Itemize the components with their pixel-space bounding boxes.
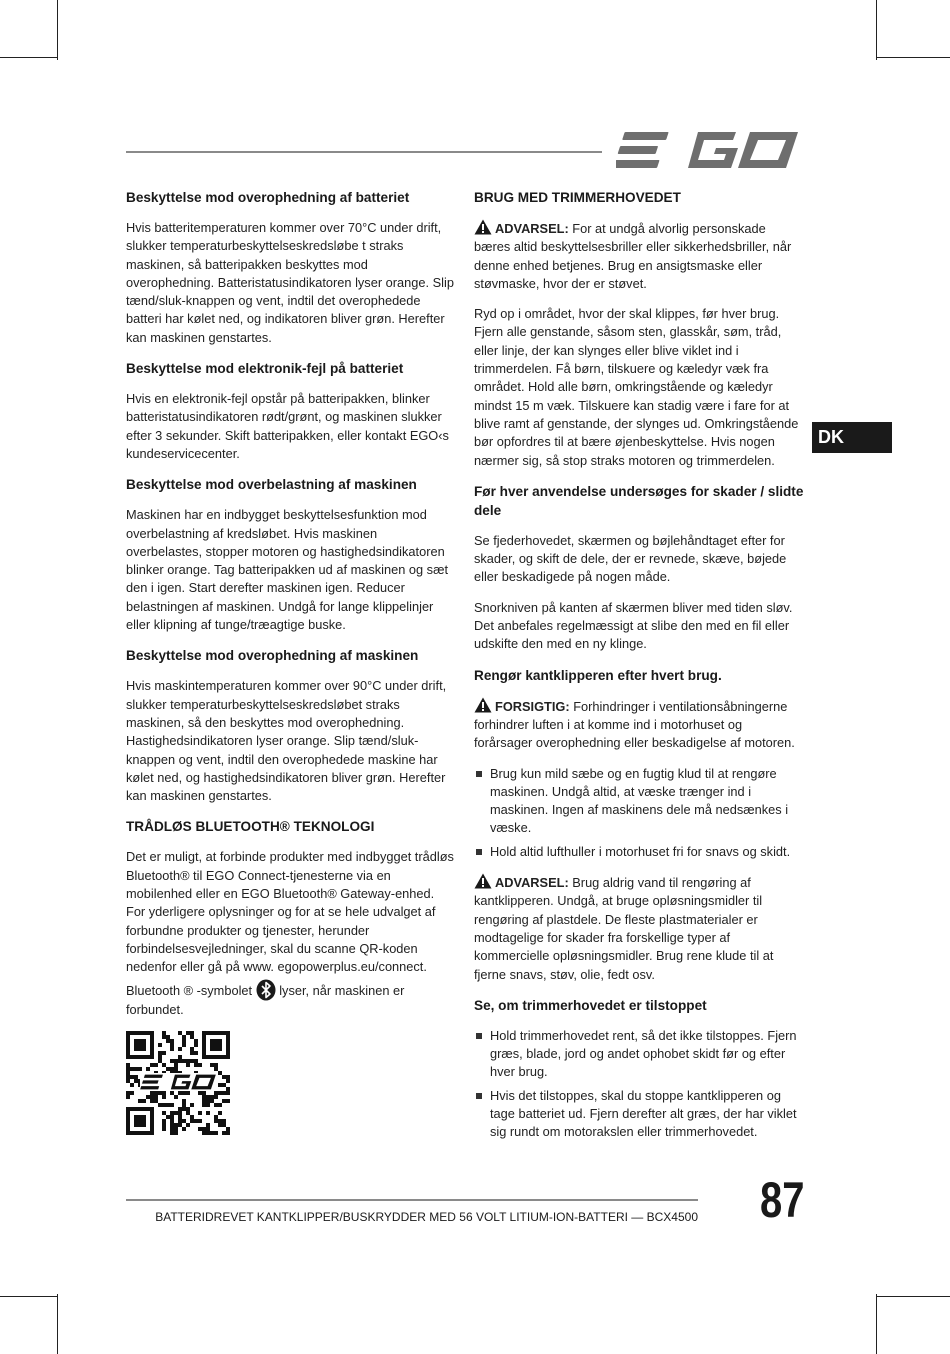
- section-heading: Beskyttelse mod overophedning af batteriet: [126, 190, 410, 205]
- bluetooth-icon: [256, 979, 276, 1001]
- crop-mark: [0, 1296, 57, 1297]
- caution-block: [474, 697, 804, 753]
- bullet-square-icon: [476, 771, 482, 777]
- paragraph: Hvis batteritemperaturen kommer over 70°C under drift, slukker temperaturbeskyttelseskredsløbe t straks maskinen, så batteripakken beskyttes mod overophedning. Batteristatusindikatoren lyser orange. Slip tænd/sluk-knappen og vent, indtil det overophedede batteri har kølet ned, og indikatoren bliver grøn. Herefter kan maskinen genstartes.: [126, 220, 454, 345]
- paragraph: Hvis maskintemperaturen kommer over 90°C under drift, slukker temperaturbeskyttelseskredsløbet straks maskinen, så den beskyttes mod overophedning. Hastighedsindikatoren lyser orange. Slip tænd/sluk-knappen og vent, indtil den overophedede maskine har kølet ned, og hastighedsindikatoren bliver grøn. Herefter kan maskinen genstartes.: [126, 678, 447, 804]
- crop-mark: [876, 57, 950, 58]
- crop-mark: [0, 57, 57, 58]
- qr-code[interactable]: [126, 1031, 230, 1135]
- section-heading: Beskyttelse mod elektronik-fejl på batteriet: [126, 361, 404, 377]
- paragraph: Ryd op i området, hvor der skal klippes, før hver brug. Fjern alle genstande, såsom sten, glasskår, søm, tråd, eller linje, der kan slynges eller blive viklet ind i trimmerdelen. Få børn, tilskuere og kæledyr væk fra området. Hold alle børn, omkringstående og kæledyr mindst 15 m væk. Tilskuere kan stadig være i fare for at blive ramt af genstande, der slynges ud. Omkringstående bør opfordres til at bære øjenbeskyttelse. Hvis nogen nærmer sig, så stop straks motoren og trimmerdelen.: [474, 306, 799, 468]
- crop-mark: [876, 1296, 950, 1297]
- warning-triangle-icon: [474, 873, 492, 889]
- crop-mark: [57, 0, 58, 60]
- bt-note-after: lyser, når maskinen er forbundet.: [126, 982, 405, 1017]
- list-item: [474, 843, 804, 861]
- section-heading: Beskyttelse mod overophedning af maskinen: [126, 648, 419, 664]
- section-heading: BRUG MED TRIMMERHOVEDET: [474, 190, 681, 205]
- paragraph: Snorkniven på kanten af skærmen bliver med tiden sløv. Det anbefales regelmæssigt at slibe den med en fil eller udskifte den med en ny klinge.: [474, 599, 793, 652]
- crop-mark: [876, 1294, 877, 1354]
- qr-ego-logo: [140, 1073, 218, 1091]
- section-heading: TRÅDLØS BLUETOOTH® TEKNOLOGI: [126, 819, 375, 835]
- bullet-list: [474, 765, 804, 861]
- list-item-text: Hold altid lufthuller i motorhuset fri for snavs og skidt.: [490, 843, 791, 859]
- caution-label: FORSIGTIG:: [495, 698, 570, 714]
- bt-note-before: Bluetooth ® -symbolet: [126, 982, 253, 998]
- list-item: [474, 765, 804, 838]
- bullet-square-icon: [476, 849, 482, 855]
- warning-label: ADVARSEL:: [495, 221, 569, 236]
- section-heading: Før hver anvendelse undersøges for skader / slidte dele: [474, 483, 804, 518]
- warning-triangle-icon: [474, 697, 492, 713]
- warning-block: [474, 219, 804, 293]
- list-item: [474, 1027, 804, 1082]
- section-heading: Se, om trimmerhovedet er tilstoppet: [474, 997, 707, 1013]
- footer-rule: [126, 1199, 698, 1201]
- crop-mark: [57, 1294, 58, 1354]
- left-column: [126, 188, 456, 1135]
- caution-text: Forhindringer i ventilationsåbningerne forhindrer luften i at komme ind i motorhuset og forårsager overophedning eller beskadigelse af motoren.: [474, 698, 795, 751]
- paragraph: Det er muligt, at forbinde produkter med indbygget trådløs Bluetooth® til EGO Connect-tjenesterne via en mobilenhed eller en EGO Bluetooth® Gateway-enhed. For yderligere oplysninger og for at se hele udvalget af forbundne produkter og tjenester, herunder forbindelsesvejledninger, skal du scanne QR-koden nedenfor eller gå på www. egopowerplus.eu/connect.: [126, 849, 454, 975]
- paragraph: Se fjederhovedet, skærmen og bøjlehåndtaget efter for skader, og skift de dele, der er revnede, skæve, bøjede eller beskadigede på nogen måde.: [474, 532, 787, 585]
- warning-label: ADVARSEL:: [495, 875, 569, 891]
- bullet-square-icon: [476, 1093, 482, 1099]
- language-tab: DK: [812, 422, 892, 453]
- section-heading: Rengør kantklipperen efter hvert brug.: [474, 667, 722, 683]
- warning-block: [474, 873, 804, 984]
- list-item-text: Hvis det tilstoppes, skal du stoppe kantklipperen og tage batteriet ud. Fjern derefter alt græs, der har viklet sig rundt om motorakslen eller trimmerhovedet.: [490, 1087, 797, 1140]
- bullet-list: [474, 1027, 804, 1142]
- list-item: [474, 1087, 804, 1142]
- warning-text: Brug aldrig vand til rengøring af kantklipperen. Undgå, at bruge opløsningsmidler til rengøring af plastdele. De fleste plastmaterialer er modtagelige for skader fra forskellige typer af kommercielle opløsningsmidler. Brug rene klude til at fjerne snavs, støv, olie, fedt osv.: [474, 875, 774, 982]
- ego-logo: [616, 128, 800, 172]
- header-rule: [126, 151, 602, 153]
- right-column: [474, 188, 804, 1154]
- section-heading: Beskyttelse mod overbelastning af maskinen: [126, 477, 417, 493]
- paragraph: Hvis en elektronik-fejl opstår på batteripakken, blinker batteristatusindikatoren rødt/grønt, og maskinen slukker efter 3 sekunder. Skift batteripakken, eller kontakt EGO‹s kundeservicecenter.: [126, 391, 449, 461]
- page-number: 87: [760, 1172, 805, 1228]
- bullet-square-icon: [476, 1033, 482, 1039]
- footer-title: BATTERIDREVET KANTKLIPPER/BUSKRYDDER MED 56 VOLT LITIUM-ION-BATTERI — BCX4500: [155, 1210, 698, 1224]
- warning-triangle-icon: [474, 219, 492, 235]
- list-item-text: Hold trimmerhovedet rent, så det ikke tilstoppes. Fjern græs, blade, jord og andet ophobet skidt før og efter hver brug.: [490, 1027, 797, 1080]
- crop-mark: [876, 0, 877, 60]
- warning-text: For at undgå alvorlig personskade bæres altid beskyttelsesbriller eller sikkerhedsbriller, når denne enhed betjenes. Brug en ansigtsmaske eller støvmaske, hvor der er støvet.: [474, 221, 792, 291]
- bluetooth-note: [126, 979, 456, 1019]
- list-item-text: Brug kun mild sæbe og en fugtig klud til at rengøre maskinen. Undgå altid, at væske trænger ind i maskinen. Ingen af maskinens dele må nedsænkes i væske.: [490, 765, 789, 836]
- paragraph: Maskinen har en indbygget beskyttelsesfunktion mod overbelastning af kredsløbet. Hvis maskinen overbelastes, stopper motoren og hastighedsindikatoren blinker orange. Tag batteripakken ud af maskinen og sæt den i igen. Start derefter maskinen igen. Reducer belastningen af maskinen. Undgå for lange klippelinjer eller klipning af tunge/træagtige buske.: [126, 507, 449, 633]
